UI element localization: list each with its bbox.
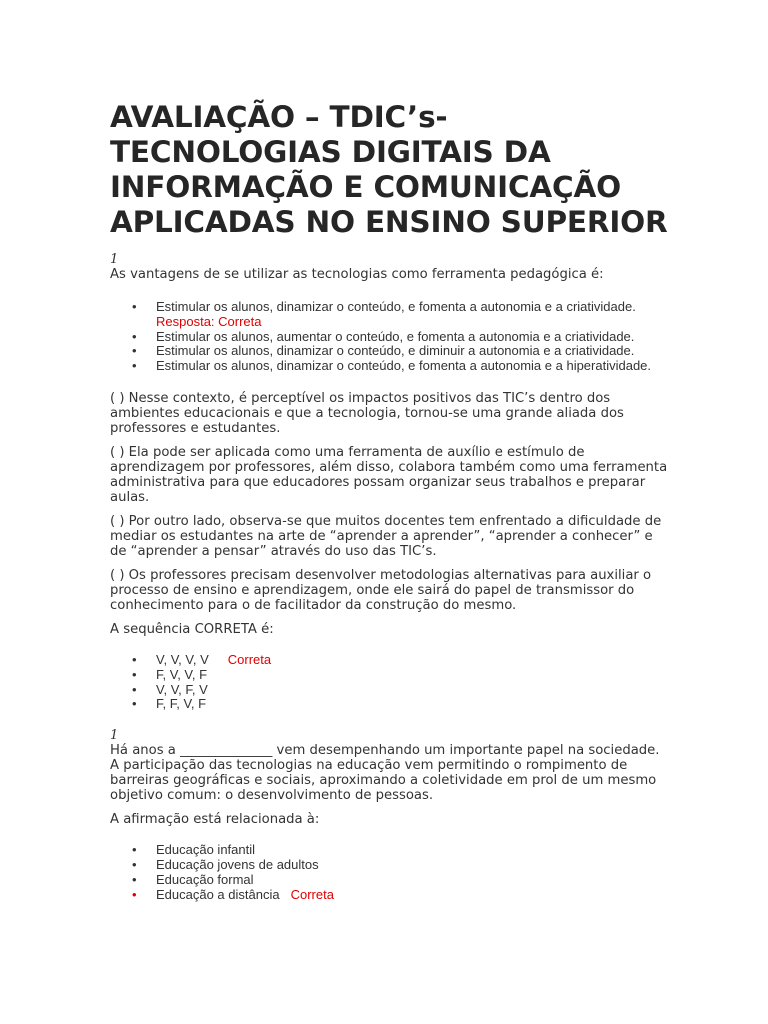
question-1-options [110, 300, 670, 374]
statement-3: ( ) Por outro lado, observa-se que muitos docentes tem enfrentado a dificuldade de mediar os estudantes na arte de “aprender a aprender”, “aprender a conhecer” e de “aprender a pensar” através do uso das TIC’s. [110, 513, 662, 559]
bullet-icon: • [132, 343, 137, 359]
statement-4: ( ) Os professores precisam desenvolver metodologias alternativas para auxiliar o processo de ensino e aprendizagem, onde ele sairá do papel de transmissor do conhecimento para o de facilitador da construção do mesmo. [110, 567, 652, 613]
bullet-icon: • [132, 651, 137, 667]
correct-label: Correta [290, 886, 334, 902]
option-text: Educação infantil [156, 842, 256, 858]
option-text: V, V, F, V [156, 681, 208, 697]
option-text: Educação jovens de adultos [156, 856, 319, 872]
option-text: Educação formal [156, 871, 254, 887]
option-item [110, 330, 670, 345]
question-2-options [110, 653, 670, 712]
bullet-icon: • [132, 886, 137, 902]
bullet-icon: • [132, 842, 137, 858]
bullet-icon: • [132, 871, 137, 887]
option-item [110, 697, 670, 712]
question-2-prompt: A sequência CORRETA é: [110, 621, 274, 637]
option-text: Estimular os alunos, dinamizar o conteúdo, e diminuir a autonomia e a criatividade. [156, 343, 635, 359]
bullet-icon: • [132, 328, 137, 344]
option-text: F, F, V, F [156, 696, 207, 712]
option-item [110, 858, 670, 873]
question-3-prompt: Há anos a ______________ vem desempenhando um importante papel na sociedade. A participação das tecnologias na educação vem permitindo o rompimento de barreiras geográficas e sociais, aproximando a coletividade em prol de um mesmo objetivo comum: o desenvolvimento de pessoas. [110, 743, 660, 804]
option-item [110, 668, 670, 683]
bullet-icon: • [132, 696, 137, 712]
bullet-icon: • [132, 681, 137, 697]
option-item [110, 344, 670, 359]
option-item [110, 683, 670, 698]
bullet-icon: • [132, 358, 137, 374]
statement-2: ( ) Ela pode ser aplicada como uma ferramenta de auxílio e estímulo de aprendizagem por professores, além disso, colabora também como uma ferramenta administrativa para que educadores possam organizar seus trabalhos e preparar aulas. [110, 444, 668, 505]
option-item [110, 888, 670, 903]
option-text: Estimular os alunos, dinamizar o conteúdo, e fomenta a autonomia e a hiperatividade. [156, 358, 652, 374]
option-item [110, 653, 670, 668]
question-3-number: 1 [110, 728, 119, 744]
option-text: Estimular os alunos, aumentar o conteúdo, e fomenta a autonomia e a criatividade. [156, 328, 635, 344]
option-item [110, 843, 670, 858]
question-1-number: 1 [110, 252, 119, 267]
option-item [110, 359, 670, 374]
question-1-prompt: As vantagens de se utilizar as tecnologias como ferramenta pedagógica é: [110, 267, 604, 282]
option-item [110, 873, 670, 888]
bullet-icon: • [132, 856, 137, 872]
question-3-prompt-2: A afirmação está relacionada à: [110, 812, 320, 828]
question-3-options [110, 843, 670, 902]
document-page [110, 100, 670, 902]
option-text: F, V, V, F [156, 666, 208, 682]
option-item [110, 300, 670, 330]
option-text: V, V, V, V [156, 651, 209, 667]
option-text: Estimular os alunos, dinamizar o conteúdo, e fomenta a autonomia e a criatividade. [156, 299, 636, 314]
page-title: AVALIAÇÃO – TDIC’s-TECNOLOGIAS DIGITAIS DA INFORMAÇÃO E COMUNICAÇÃO APLICADAS NO ENSINO SUPERIOR [110, 100, 668, 239]
bullet-icon: • [132, 299, 137, 314]
answer-label: Resposta: Correta [156, 313, 262, 329]
statement-1: ( ) Nesse contexto, é perceptível os impactos positivos das TIC’s dentro dos ambientes educacionais e que a tecnologia, tornou-se uma grande aliada dos professores e estudantes. [110, 390, 624, 436]
option-text: Educação a distância [156, 886, 280, 902]
correct-label: Correta [227, 651, 272, 667]
bullet-icon: • [132, 666, 137, 682]
